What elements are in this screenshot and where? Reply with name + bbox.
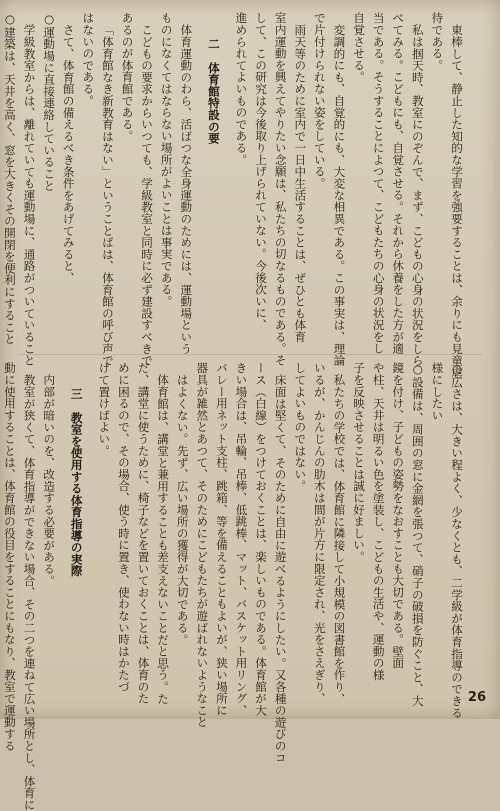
text-line: 進められてよいものである。	[234, 12, 249, 166]
text-line: で片付けられない姿をしている。	[312, 12, 327, 189]
text-line: 変調的にも、自覚的にも、大変な相異である。この事実は、理論	[332, 24, 347, 367]
section-heading: 三 教室を使用する体育指導の実際	[69, 388, 84, 577]
text-line: バレー用ネット支柱、跳箱、等を備えることもよいが、狭い場所に	[214, 362, 229, 716]
text-line: 東棒して、静止した知的な学習を強要することは、余りにも見童虐	[450, 24, 464, 378]
text-line: 体育館は、講堂と兼用することも差支えないことだと思う。た	[156, 374, 171, 705]
text-line: だ、講堂に使うために、椅子などを置いておくことは、体育のた	[136, 362, 151, 705]
text-line: けて置けばよい。	[97, 362, 112, 457]
text-line: はよくない。先ず、広い場所の獲得が大切である。	[175, 374, 190, 646]
lower-text-block	[2, 362, 466, 811]
text-line: めに困るので、その場合、使う時に置き、使わない時はかたづ	[116, 362, 131, 693]
text-line: 体育運動のわら、活ばつな全身運動のためには、運動場という	[179, 24, 194, 355]
text-line: 内部が暗いのを、改造する必要がある。	[42, 374, 57, 587]
text-line: 様にしたい	[430, 362, 445, 421]
text-line: ○運動場に直接連絡していること	[42, 12, 57, 192]
text-line: 動に使用することは、体育館の役目をすることにもなり、教室で運動する	[2, 362, 17, 752]
text-line: 私たちの学校では、体育館に隣接して小規模の図書館を作り、	[332, 374, 347, 705]
text-line: ○広さは、大きい程よく、少なくとも、二学級が体育指導のできる	[450, 362, 464, 719]
text-line: して、この研究は今後取り上げられていない。今後次いに、	[254, 12, 269, 331]
text-line: 子を反映させることは誠に好ましい。	[352, 362, 367, 563]
text-line: してよいものではない。	[293, 362, 308, 492]
text-line: 器具が雑然とあつて、そのためにこどもたちが遊ばれないようなこと	[195, 362, 210, 728]
text-line: 待である。	[430, 12, 445, 71]
text-line: ものになくてはならない場所がよいことは事実である。	[159, 12, 174, 307]
text-line: 床面は堅くて、そのために自由に遊べるようにしたい。又各種の遊びのコ	[273, 374, 288, 764]
text-line: 当である。そうすることによつて、こどもたちの心身の状況をし	[371, 12, 386, 355]
text-line: 「体育館なき新教育はない」ということばは、体育館の呼び声で	[100, 24, 115, 367]
text-line: こどもの要求からいつても、学級教室と同時に必ず建設すべきで	[140, 24, 155, 367]
text-line: 教室が狭くて、体育指導ができない場合、その二つを連ねて広い場所とし、体育に	[22, 374, 37, 811]
text-line: 私は掴天時、教室にのぞんで、まず、こどもの心身の状況をしら	[410, 24, 425, 367]
section-heading: 二 体育館特設の要	[206, 38, 221, 145]
text-line: 雨天等のために室内で一日中生活することは、ぜひとも体育	[293, 24, 308, 343]
text-line: あるのが体育館である。	[120, 12, 135, 142]
text-line: ース（白線）をつけておくことは、楽しいものである。体育館が大	[254, 362, 269, 716]
text-line: 室内運動を興えてやりたい念願は、私たちの切なるものである。そ	[273, 12, 288, 366]
text-line: 自覚させる。	[352, 12, 367, 83]
text-line: きい場合は、吊輪、吊棒、低跳棒、マット、バスケット用リング、	[234, 362, 249, 716]
page-number: 26	[467, 690, 486, 705]
text-line: ○建築は、天井を高く、窓を大きくその開閉を便利にすること	[2, 12, 17, 345]
text-line: ○設備は、周囲の窓に金網を張つて、硝子の破損を防ぐこと、大	[410, 362, 425, 707]
text-line: さて、体育館の備えるべき条件をあげてみると、	[61, 24, 76, 284]
upper-text-block	[2, 12, 466, 378]
text-line: や柱、天井は明るい色を塗装し、こどもの生活や、運動の様	[371, 362, 386, 681]
text-line: 学級教室からは、離れていても運動場に、通路がついていること	[22, 24, 37, 367]
text-line: いるが、かんじんの肋木は間が片方に限定され、光をさえぎり、	[312, 362, 327, 705]
text-line: 鏡を付け、子どもの姿勢をなおすことも大切である。壁面	[391, 362, 406, 669]
text-line: はないのである。	[81, 12, 96, 107]
text-line: べてみる。こどもにも、自覚させる。それから休養をした方が適	[391, 12, 406, 355]
